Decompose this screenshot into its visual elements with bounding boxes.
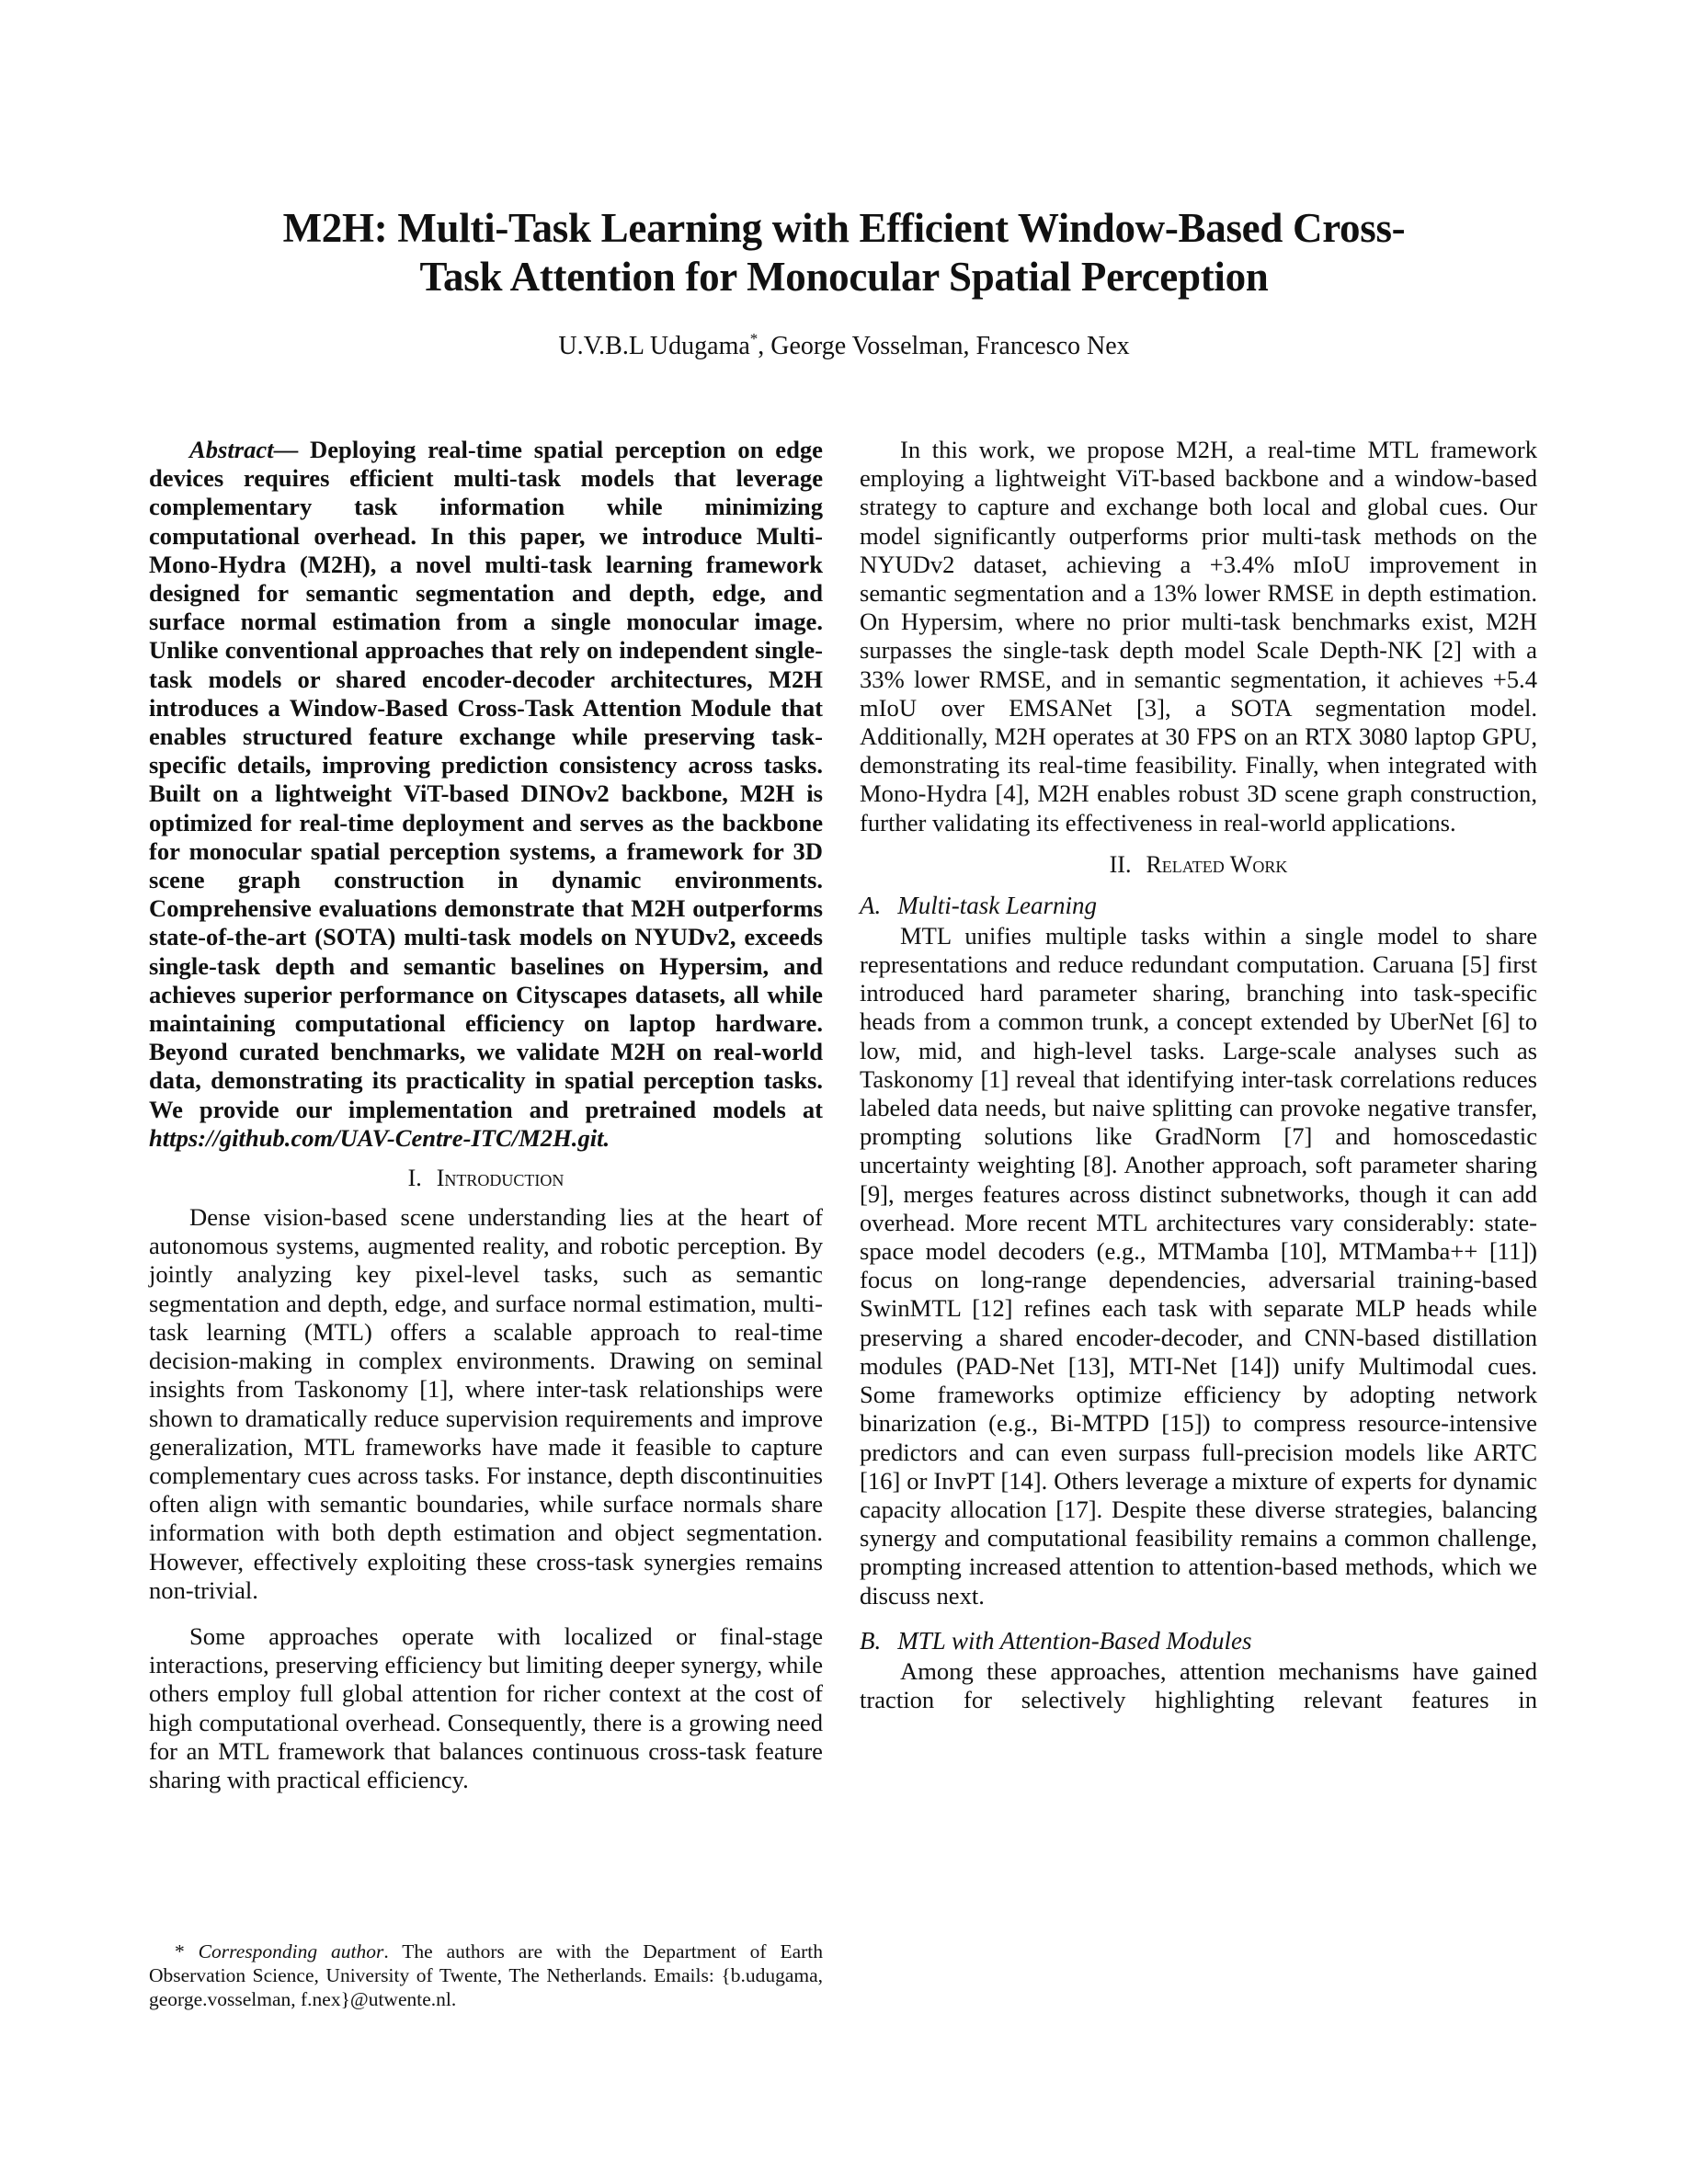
intro-paragraph-2: Some approaches operate with localized or final-stage interactions, preserving efficiency but limiting deeper synergy, while others employ full global attention for richer context at the cost of high computational overhead. Consequently, there is a growing need for an MTL framework that balances continuous cross-task feature sharing with practical efficiency.: [149, 1621, 823, 1793]
intro-paragraph-3: In this work, we propose M2H, a real-time MTL framework employing a lightweight ViT-based backbone and a window-based strategy to capture and exchange both local and global cues. Our model significantly outperforms prior multi-task methods on the NYUDv2 dataset, achieving a +3.4% mIoU improvement in semantic segmentation and a 13% lower RMSE in depth estimation. On Hypersim, where no prior multi-task benchmarks exist, M2H surpasses the single-task depth model Scale Depth-NK [2] with a 33% lower RMSE, and in semantic segmentation, it achieves +5.4 mIoU over EMSANet [3], a SOTA segmentation model. Additionally, M2H operates at 30 FPS on an RTX 3080 laptop GPU, demonstrating its real-time feasibility. Finally, when integrated with Mono-Hydra [4], M2H enables robust 3D scene graph construction, further validating its effectiveness in real-world applications.: [860, 436, 1537, 836]
abstract-body: Deploying real-time spatial perception on edge devices requires efficient multi-task models that leverage complementary task information while minimizing computational overhead. In this paper, we introduce Multi-Mono-Hydra (M2H), a novel multi-task learning framework designed for semantic segmentation and depth, edge, and surface normal estimation from a single monocular image. Unlike conventional approaches that rely on independent single-task models or shared encoder-decoder architectures, M2H introduces a Window-Based Cross-Task Attention Module that enables structured feature exchange while preserving task-specific details, improving prediction consistency across tasks. Built on a lightweight ViT-based DINOv2 backbone, M2H is optimized for real-time deployment and serves as the backbone for monocular spatial perception systems, a framework for 3D scene graph construction in dynamic environments. Comprehensive evaluations demonstrate that M2H outperforms state-of-the-art (SOTA) multi-task models on NYUDv2, exceeds single-task depth and semantic baselines on Hypersim, and achieves superior performance on Cityscapes datasets, all while maintaining computational efficiency on laptop hardware. Beyond curated benchmarks, we validate M2H on real-world data, demonstrating its practicality in spatial perception tasks. We provide our implementation and pretrained models at: [149, 436, 823, 1123]
subsection-heading-attention-modules: [860, 1627, 1537, 1655]
section-title: Related Work: [1146, 850, 1288, 878]
abstract-dash: —: [273, 436, 311, 463]
paper-title: [0, 204, 1688, 301]
subsection-heading-multi-task-learning: [860, 892, 1537, 920]
corresponding-author-mark: *: [749, 330, 758, 347]
title-line-2: Task Attention for Monocular Spatial Perception: [419, 254, 1269, 300]
abstract-label: Abstract: [189, 436, 274, 463]
footnote: [149, 1939, 823, 2011]
author-list: [0, 331, 1688, 362]
right-column: [860, 436, 1537, 1714]
footnote-text: . The authors are with the Department of Earth Observation Science, University of Twente, The Netherlands. Emails: {b.udugama, george.vosselman, f.nex}@utwente.nl.: [149, 1940, 824, 2010]
subsection-number: B.: [860, 1626, 882, 1655]
section-heading-related-work: [860, 850, 1537, 879]
subsection-title: Multi-task Learning: [897, 891, 1097, 919]
subsection-number: A.: [860, 891, 882, 919]
title-line-1: M2H: Multi-Task Learning with Efficient Window-Based Cross-: [282, 205, 1406, 251]
section-number: I.: [407, 1165, 422, 1192]
intro-paragraph-1: Dense vision-based scene understanding lies at the heart of autonomous systems, augmented reality, and robotic perception. By jointly analyzing key pixel-level tasks, such as semantic segmentation and depth, edge, and surface normal estimation, multi-task learning (MTL) offers a scalable approach to real-time decision-making in complex environments. Drawing on seminal insights from Taskonomy [1], where inter-task relationships were shown to dramatically reduce supervision requirements and improve generalization, MTL frameworks have made it feasible to capture complementary cues across tasks. For instance, depth discontinuities often align with semantic boundaries, while surface normals share information with both depth estimation and object segmentation. However, effectively exploiting these cross-task synergies remains non-trivial.: [149, 1203, 823, 1604]
footnote-mark: *: [175, 1940, 199, 1962]
subsection-title: MTL with Attention-Based Modules: [897, 1626, 1252, 1655]
related-work-paragraph-a: MTL unifies multiple tasks within a single model to share representations and reduce redundant computation. Caruana [5] first introduced hard parameter sharing, branching into task-specific heads from a common trunk, a concept extended by UberNet [6] to low, mid, and high-level tasks. Large-scale analyses such as Taskonomy [1] reveal that identifying inter-task correlations reduces labeled data needs, but naive splitting can provoke negative transfer, prompting solutions like GradNorm [7] and homoscedastic uncertainty weighting [8]. Another approach, soft parameter sharing [9], merges features across distinct subnetworks, though it can add overhead. More recent MTL architectures vary considerably: state-space model decoders (e.g., MTMamba [10], MTMamba++ [11]) focus on long-range dependencies, adversarial training-based SwinMTL [12] refines each task with separate MLP heads while preserving a shared encoder-decoder, and CNN-based distillation modules (PAD-Net [13], MTI-Net [14]) unify Multimodal cues. Some frameworks optimize efficiency by adopting network binarization (e.g., Bi-MTPD [15]) to compress resource-intensive predictors and can even surpass full-precision models like ARTC [16] or InvPT [14]. Others leverage a mixture of experts for dynamic capacity allocation [17]. Despite these diverse strategies, balancing synergy and computational feasibility remains a common challenge, prompting increased attention to attention-based methods, which we discuss next.: [860, 921, 1537, 1610]
related-work-paragraph-b: Among these approaches, attention mechanisms have gained traction for selectively highlighting relevant features in: [860, 1656, 1537, 1713]
section-title: Introduction: [436, 1165, 565, 1192]
section-number: II.: [1109, 850, 1132, 878]
section-heading-introduction: [149, 1164, 823, 1192]
repository-link[interactable]: https://github.com/UAV-Centre-ITC/M2H.git.: [149, 1123, 610, 1152]
left-column: [149, 436, 823, 1794]
footnote-label: Corresponding author: [198, 1940, 384, 1962]
author-1: U.V.B.L Udugama: [558, 332, 750, 360]
other-authors: , George Vosselman, Francesco Nex: [758, 332, 1130, 360]
abstract: [149, 436, 823, 1153]
